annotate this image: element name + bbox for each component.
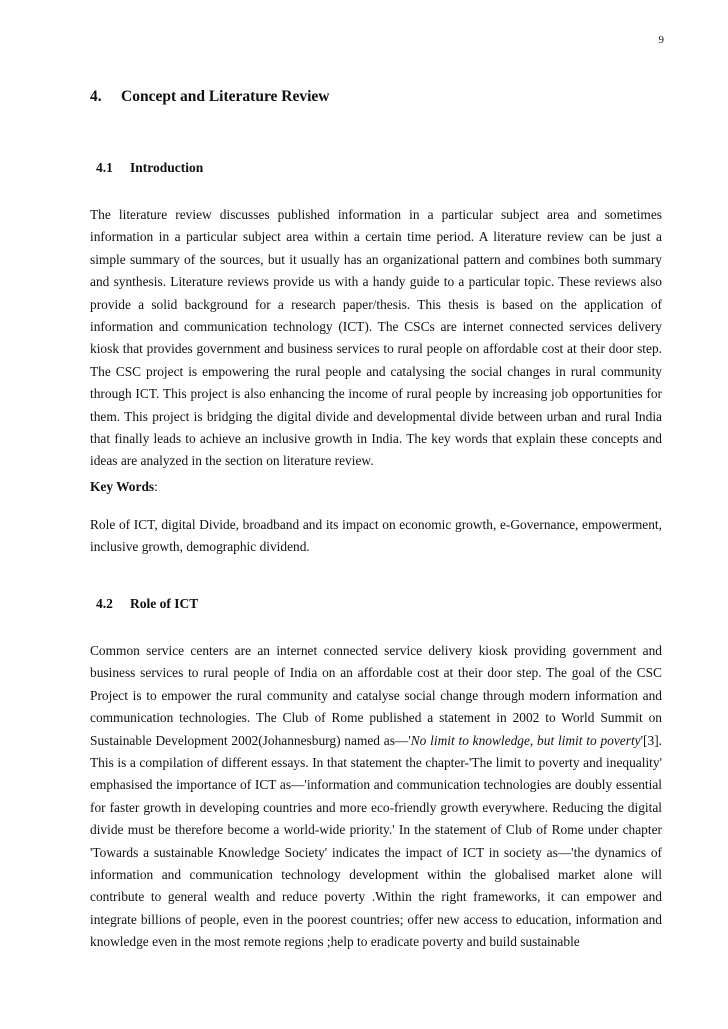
subsection-number: 4.2 [96,596,113,611]
section-title: Concept and Literature Review [121,88,330,105]
section-heading [90,88,330,106]
subsection-title: Introduction [130,160,204,175]
key-words-label-text: Key Words [90,479,155,494]
key-words-label [90,479,158,495]
introduction-paragraph: The literature review discusses published information in a particular subject area and sometimes information in a particular subject area within a certain time period. A literature review can be just a simple summary of the sources, but it usually has an organizational pattern and combines both summary and synthesis. Literature reviews provide us with a handy guide to a particular topic. These reviews also provide a solid background for a research paper/thesis. This thesis is based on the application of information and communication technology (ICT). The CSCs are internet connected services delivery kiosk that provides government and business services to rural people on affordable cost at their door step. The CSC project is empowering the rural people and catalysing the social changes in rural community through ICT. This project is also enhancing the income of rural people by increasing job opportunities for them. This project is bridging the digital divide and developmental divide between urban and rural India that finally leads to achieve an inclusive growth in India. The key words that explain these concepts and ideas are analyzed in the section on literature review. [90,207,662,469]
section-number: 4. [90,88,102,105]
club-of-rome-statement-title: No limit to knowledge, but limit to poverty [410,732,641,748]
role-of-ict-text-part-2: '[3]. This is a compilation of different essays. In that statement the chapter-'The limit to poverty and inequality' emphasised the importance of ICT as—'information and communication technologies are doubly essential for faster growth in developing countries and more eco-friendly growth everywhere. Reducing the digital divide must be therefore become a world-wide priority.' In the statement of Club of Rome under chapter 'Towards a sustainable Knowledge Society' indicates the impact of ICT in society as—'the dynamics of information and communication technology development within the globalised market alone will contribute to general wealth and reduce poverty .Within the right frameworks, it can empower and integrate billions of people, even in the poorest countries; offer new access to education, information and knowledge even in the most remote regions ;help to eradicate poverty and build sustainable [90,732,662,950]
subsection-title: Role of ICT [130,596,199,611]
page-number: 9 [658,34,664,46]
subsection-heading-introduction [96,160,203,176]
role-of-ict-paragraph [90,640,662,954]
subsection-heading-role-of-ict [96,596,198,612]
key-words-colon: : [154,479,158,494]
role-of-ict-text-part-1: Common service centers are an internet connected service delivery kiosk providing government and business services to rural people of India on an affordable cost at their door step. The goal of the CSC Project is to empower the rural community and catalyse social change through modern information and communication technologies. The Club of Rome published a statement in 2002 to World Summit on Sustainable Development 2002(Johannesburg) named as—' [90,643,662,748]
subsection-number: 4.1 [96,160,113,175]
key-words-paragraph: Role of ICT, digital Divide, broadband and its impact on economic growth, e-Governance, empowerment, inclusive growth, demographic dividend. [90,517,662,555]
